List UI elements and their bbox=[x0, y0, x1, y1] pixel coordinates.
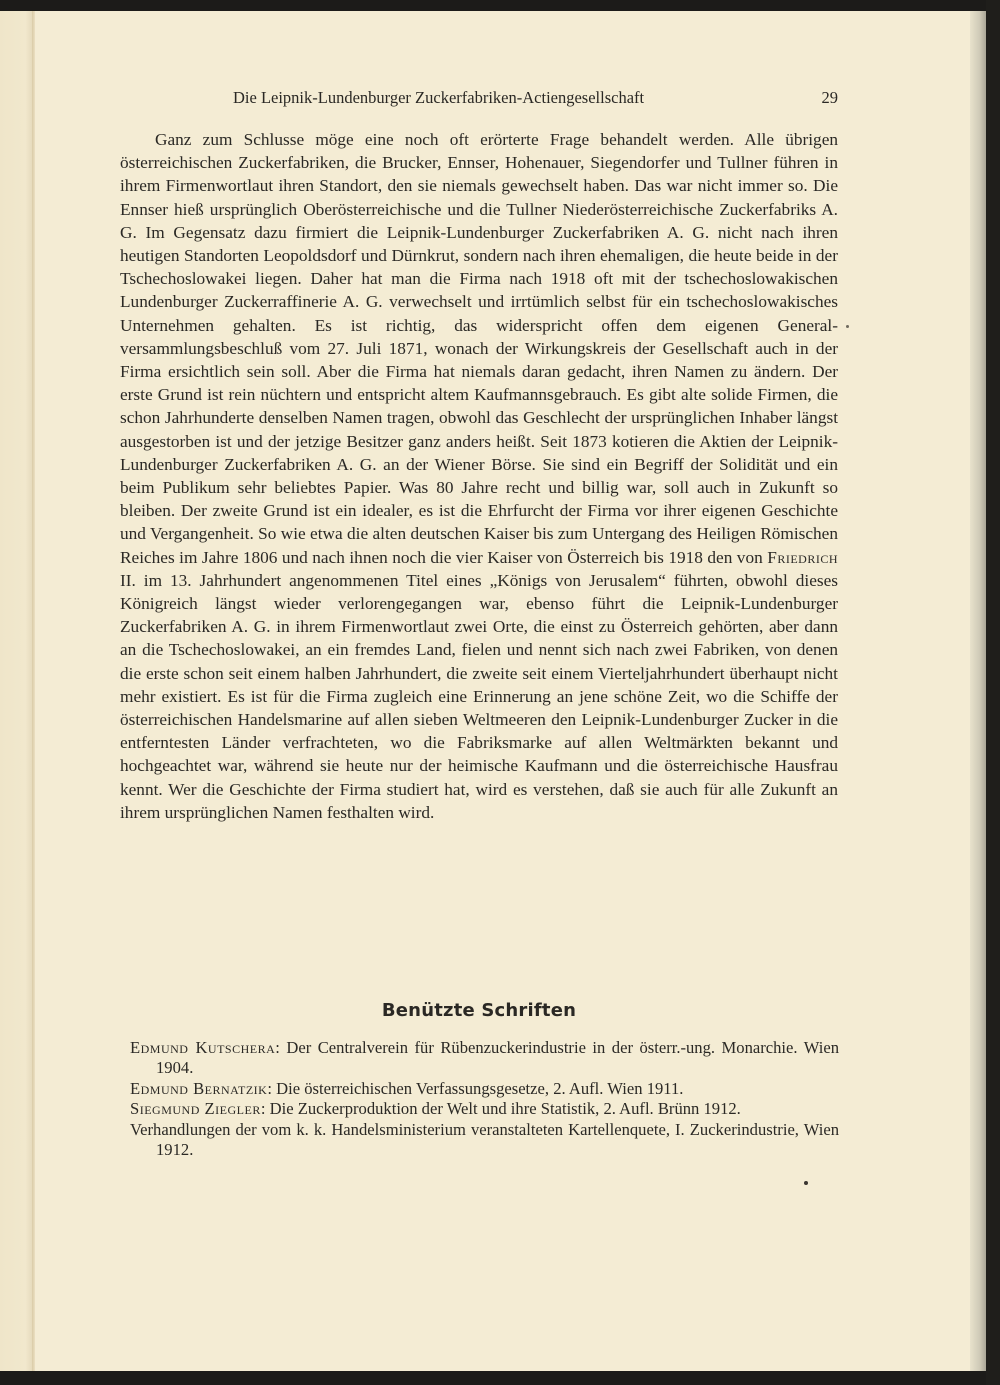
paragraph-continuation: II. im 13. Jahrhundert angenommenen Titel eines „Königs von Jerusalem“ führten, obwohl dieses Königreich längst wieder verlorengegangen war, ebenso führt die Leipnik-Lundenburger Zuckerfabriken A. G. in ihrem Firmenwortlaut zwei Orte, die einst zu Österreich gehörten, aber dann an die Tschechoslowakei, an ein fremdes Land, fielen und nennt sich nach zwei Fabriken, von denen die erste schon seit einem halben Jahrhundert, die zweite seit einem Vierteljahrhundert überhaupt nicht mehr existiert. Es ist für die Firma zugleich eine Erinnerung an jene schöne Zeit, wo die Schiffe der österreichischen Handelsmarine auf allen sieben Weltmeeren den Leipnik-Lundenburger Zucker in die entferntesten Länder verfrachteten, wo die Fabriksmarke auf allen Weltmärkten bekannt und hochgeachtet war, während sie heute nur der heimische Kaufmann und die österreichische Hausfrau kennt. Wer die Geschichte der Firma studiert hat, wird es verstehen, daß sie auch für alle Zukunft an ihrem ursprünglichen Namen festhalten wird. bbox=[120, 570, 838, 822]
entry-author: Edmund Bernatzik bbox=[130, 1078, 268, 1098]
entry-text: : Die österreichischen Verfassungsgesetze, 2. Aufl. Wien 1911. bbox=[267, 1078, 684, 1098]
running-header bbox=[120, 88, 840, 112]
entry-text: Verhandlungen der vom k. k. Handelsministerium veranstalteten Kartellenquete, I. Zuckerindustrie, Wien 1912. bbox=[130, 1120, 839, 1159]
paragraph-text: Ganz zum Schlusse möge eine noch oft erörterte Frage behandelt werden. Alle übrigen österreichischen Zuckerfabriken, die Brucker, Ennser, Hohenauer, Siegendorfer und Tullner führen in ihrem Firmenwortlaut ihren Standort, den sie niemals gewechselt haben. Das war nicht immer so. Die Ennser hieß ursprünglich Oberösterreichische und die Tullner Niederösterreichische Zuckerfabriks A. G. Im Gegensatz dazu firmiert die Leipnik-Lundenburger Zuckerfabriken A. G. nicht nach ihren heutigen Standorten Leopoldsdorf und Dürnkrut, sondern nach ihren ehemaligen, die heute beide in der Tschechoslowakei liegen. Daher hat man die Firma nach 1918 oft mit der tschechoslowakischen Lundenburger Zuckerraffinerie A. G. verwechselt und irrtümlich selbst für ein tschechoslowakisches Unternehmen gehalten. Es ist richtig, das widerspricht offen dem eigenen Generalversammlungsbeschluß vom 27. Juli 1871, wonach der Wirkungskreis der Gesellschaft auch in der Firma ersichtlich sein soll. Aber die Firma hat niemals daran gedacht, ihren Namen zu ändern. Der erste Grund ist rein nüchtern und entspricht altem Kaufmannsgebrauch. Es gibt alte solide Firmen, die schon Jahrhunderte denselben Namen tragen, obwohl das Geschlecht der ursprünglichen Inhaber längst ausgestorben ist und der jetzige Besitzer ganz anders heißt. Seit 1873 kotieren die Aktien der Leipnik-Lundenburger Zuckerfabriken A. G. an der Wiener Börse. Sie sind ein Begriff der Solidität und ein beim Publikum sehr beliebtes Papier. Was 80 Jahre recht und billig war, soll auch in Zukunft so bleiben. Der zweite Grund ist ein idealer, es ist die Ehrfurcht der Firma vor ihrer eigenen Geschichte und Vergangenheit. So wie etwa die alten deutschen Kaiser bis zum Untergang des Heiligen Römischen Reiches im Jahre 1806 und nach ihnen noch die vier Kaiser von Österreich bis 1918 den von bbox=[120, 130, 838, 567]
bibliography-entry bbox=[130, 1120, 839, 1160]
bibliography-list bbox=[130, 1038, 839, 1161]
bibliography-entry bbox=[130, 1079, 839, 1099]
entry-text: : Der Centralverein für Rübenzuckerindustrie in der österr.-ung. Monarchie. Wien 1904. bbox=[156, 1038, 839, 1077]
bibliography-entry bbox=[130, 1038, 839, 1078]
paragraph bbox=[120, 128, 838, 824]
scan-background bbox=[986, 0, 1000, 1385]
page-right-shadow bbox=[970, 11, 986, 1371]
page-fold bbox=[32, 11, 35, 1371]
page-left-edge bbox=[0, 11, 32, 1371]
page-number: 29 bbox=[821, 88, 838, 107]
entry-text: : Die Zuckerproduktion der Welt und ihre Statistik, 2. Aufl. Brünn 1912. bbox=[260, 1099, 741, 1119]
bibliography-entry bbox=[130, 1099, 839, 1119]
section-heading: Benützte Schriften bbox=[381, 1000, 577, 1021]
name-friedrich: Friedrich bbox=[767, 547, 838, 567]
entry-author: Edmund Kutschera bbox=[130, 1038, 276, 1057]
entry-author: Siegmund Ziegler bbox=[130, 1099, 261, 1119]
body-text bbox=[120, 128, 838, 824]
running-title: Die Leipnik-Lundenburger Zuckerfabriken-Actiengesellschaft bbox=[233, 88, 645, 107]
margin-speck bbox=[846, 325, 849, 328]
ink-dot bbox=[804, 1181, 808, 1185]
